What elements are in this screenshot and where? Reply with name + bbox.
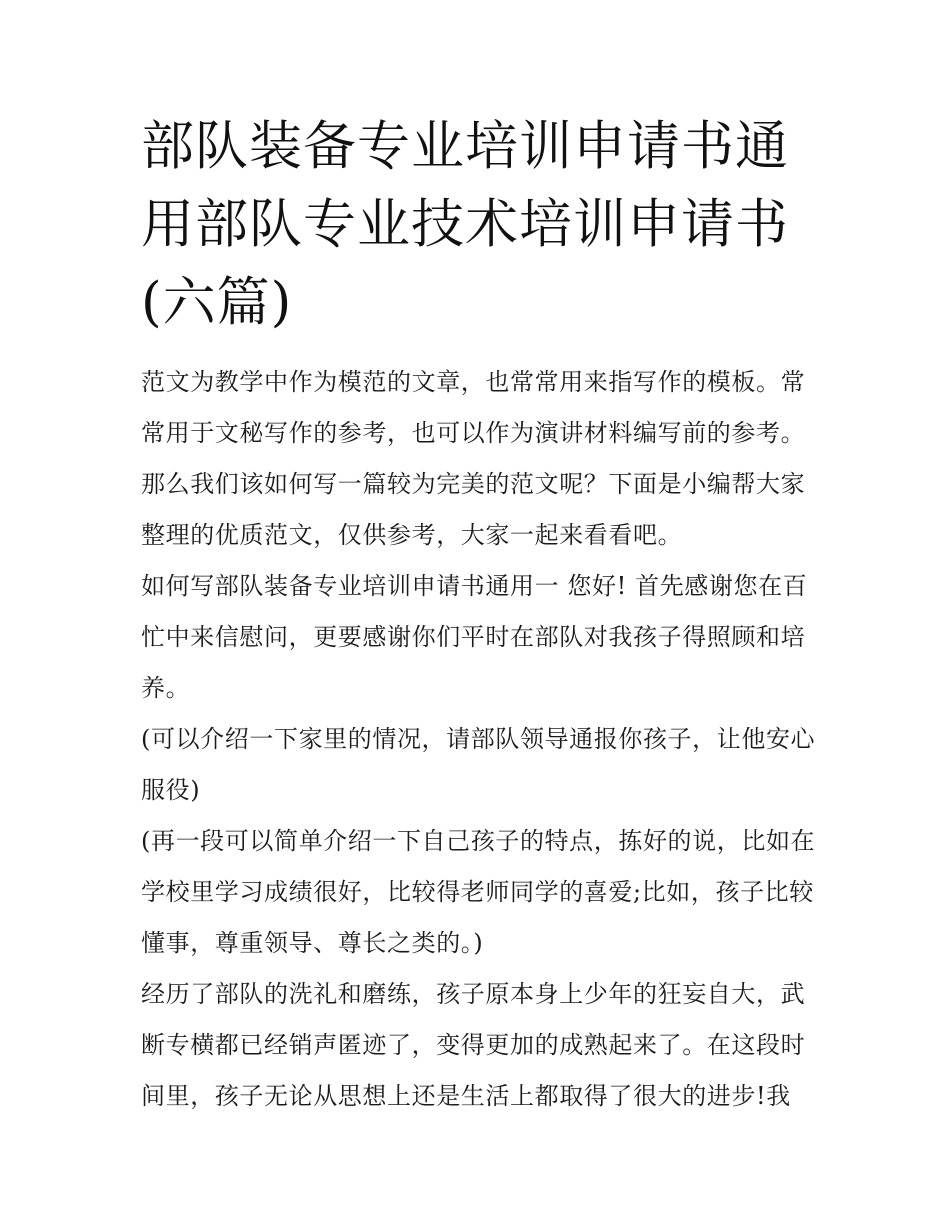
document-body — [141, 357, 821, 1122]
paragraph: 范文为教学中作为模范的文章，也常常用来指写作的模板。常常用于文秘写作的参考，也可以作为演讲材料编写前的参考。那么我们该如何写一篇较为完美的范文呢？下面是小编帮大家整理的优质范文，仅供参考，大家一起来看看吧。 — [141, 368, 806, 549]
document-title: 部队装备专业培训申请书通用部队专业技术培训申请书(六篇) — [141, 116, 789, 333]
paragraph: 如何写部队装备专业培训申请书通用一 您好! 首先感谢您在百忙中来信慰问，更要感谢你们平时在部队对我孩子得照顾和培养。 — [141, 572, 808, 702]
paragraph: (再一段可以简单介绍一下自己孩子的特点，拣好的说，比如在学校里学习成绩很好，比较得老师同学的喜爱;比如，孩子比较懂事，尊重领导、尊长之类的。) — [141, 827, 816, 957]
paragraph: (可以介绍一下家里的情况，请部队领导通报你孩子，让他安心服役) — [141, 725, 816, 804]
paragraph: 经历了部队的洗礼和磨练，孩子原本身上少年的狂妄自大，武断专横都已经销声匿迹了，变得更加的成熟起来了。在这段时间里，孩子无论从思想上还是生活上都取得了很大的进步!我 — [141, 980, 806, 1110]
